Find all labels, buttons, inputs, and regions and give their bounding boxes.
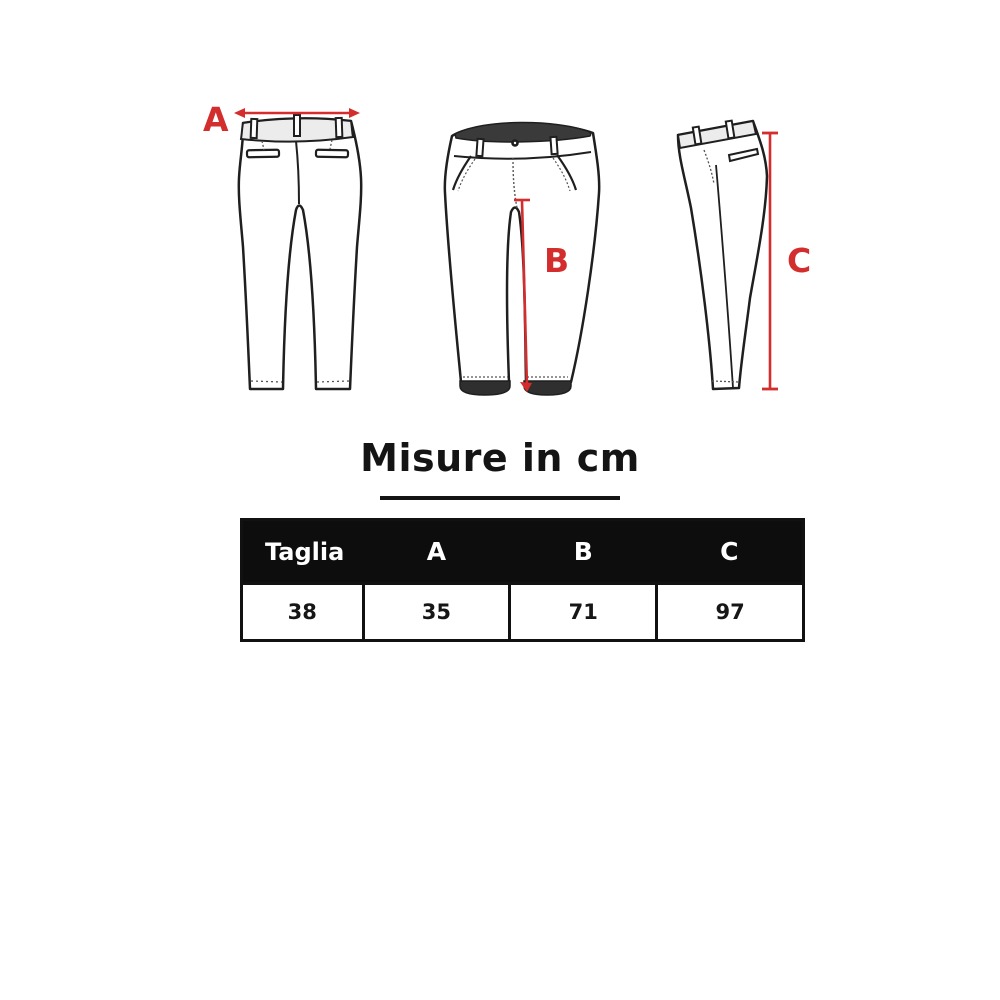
belt-loop-icon [251,119,258,138]
back-pocket-right [316,150,348,158]
pants-side-view-drawing [655,92,830,412]
pants-front-view-drawing [435,96,625,412]
col-header-b: B [510,520,657,584]
size-table-row [242,584,804,641]
measurement-label-c: C [787,241,812,280]
belt-loop-icon [693,127,702,145]
size-value-c: 97 [657,584,804,641]
belt-loop-icon [550,137,557,154]
waist-button-hole [514,142,516,144]
title-underline [380,496,620,500]
page-title: Misure in cm [360,436,640,480]
belt-loop-icon [294,115,300,136]
size-value-taglia: 38 [242,584,364,641]
pants-back-view-drawing [196,92,388,412]
col-header-c: C [657,520,804,584]
pants-front-silhouette [445,124,599,382]
measurement-label-b: B [544,241,570,280]
front-waistband-inner [455,122,591,141]
belt-loop-icon [476,139,483,156]
size-value-b: 71 [510,584,657,641]
size-value-a: 35 [363,584,510,641]
col-header-a: A [363,520,510,584]
size-table-header-row [242,520,804,584]
pants-back-silhouette [239,118,361,389]
size-table [240,518,805,642]
col-header-taglia: Taglia [242,520,364,584]
belt-loop-icon [336,118,343,137]
belt-loop-icon [726,121,735,139]
back-pocket-left [247,150,279,158]
hem-cuff-left [460,381,510,395]
measurement-label-a: A [203,100,229,139]
